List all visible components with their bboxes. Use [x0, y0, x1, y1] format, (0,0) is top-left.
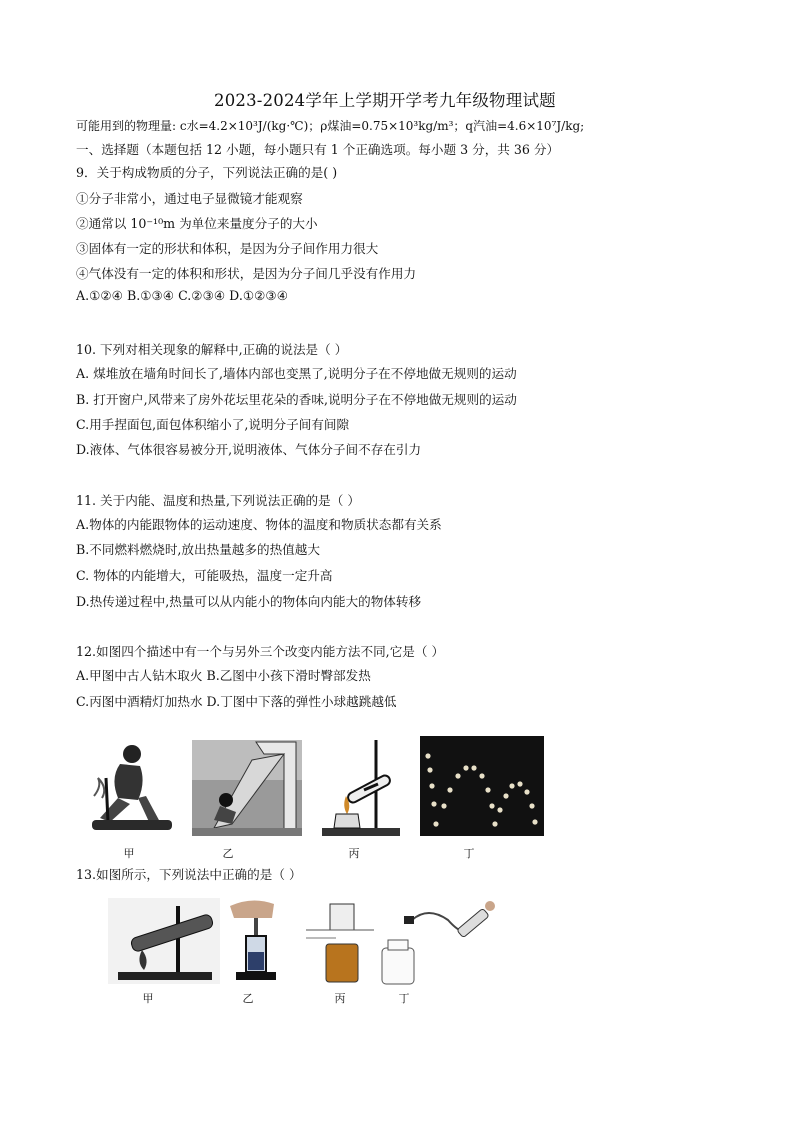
caption-bing: 丙 — [348, 847, 360, 860]
q9-stem: 9．关于构成物质的分子，下列说法正确的是( ) — [76, 165, 338, 180]
figure-jia-drilling-fire — [80, 738, 178, 838]
physical-constants: 可能用到的物理量: c水=4.2×10³J/(kg·℃)；ρ煤油=0.75×10³kg/m³；q汽油=4.6×10⁷J/kg; — [76, 119, 585, 133]
q11-stem: 11. 关于内能、温度和热量,下列说法正确的是（ ） — [76, 493, 360, 508]
figure-yi-slide — [192, 740, 302, 836]
caption-13-bing: 丙 — [334, 992, 346, 1005]
figure-yi-compression-cylinder — [222, 896, 292, 988]
q11-option-d: D.热传递过程中,热量可以从内能小的物体向内能大的物体转移 — [76, 594, 422, 609]
q10-option-b: B. 打开窗户,风带来了房外花坛里花朵的香味,说明分子在不停地做无规则的运动 — [76, 392, 517, 407]
caption-13-ding: 丁 — [398, 992, 410, 1005]
q9-item-2: ②通常以 10⁻¹⁰m 为单位来量度分子的大小 — [76, 216, 318, 231]
figure-ding-bottle-and-tube — [378, 898, 500, 986]
figure-ding-bouncing-ball — [420, 736, 544, 836]
caption-jia: 甲 — [123, 847, 135, 860]
q9-item-1: ①分子非常小，通过电子显微镜才能观察 — [76, 191, 303, 206]
page-title: 2023-2024学年上学期开学考九年级物理试题 — [214, 91, 556, 110]
q10-option-c: C.用手捏面包,面包体积缩小了,说明分子间有间隙 — [76, 417, 350, 432]
q13-stem: 13.如图所示，下列说法中正确的是（ ） — [76, 867, 302, 882]
q12-option-ab: A.甲图中古人钻木取火 B.乙图中小孩下滑时臀部发热 — [76, 668, 371, 683]
q11-option-c: C. 物体的内能增大，可能吸热，温度一定升高 — [76, 568, 333, 583]
q11-option-a: A.物体的内能跟物体的运动速度、物体的温度和物质状态都有关系 — [76, 517, 442, 532]
q9-item-4: ④气体没有一定的体积和形状，是因为分子间几乎没有作用力 — [76, 266, 417, 281]
figure-bing-gas-diffusion — [306, 896, 374, 986]
q9-options: A.①②④ B.①③④ C.②③④ D.①②③④ — [76, 288, 288, 303]
q9-item-3: ③固体有一定的形状和体积，是因为分子间作用力很大 — [76, 241, 379, 256]
section-heading: 一、选择题（本题包括 12 小题，每小题只有 1 个正确选项。每小题 3 分，共 36 分） — [76, 142, 560, 157]
caption-yi: 乙 — [222, 847, 234, 860]
figure-jia-heated-tube — [108, 898, 220, 984]
caption-ding: 丁 — [463, 847, 475, 860]
q12-stem: 12.如图四个描述中有一个与另外三个改变内能方法不同,它是（ ） — [76, 644, 445, 659]
q10-option-d: D.液体、气体很容易被分开,说明液体、气体分子间不存在引力 — [76, 442, 422, 457]
caption-13-jia: 甲 — [142, 992, 154, 1005]
q11-option-b: B.不同燃料燃烧时,放出热量越多的热值越大 — [76, 542, 320, 557]
q10-option-a: A. 煤堆放在墙角时间长了,墙体内部也变黑了,说明分子在不停地做无规则的运动 — [76, 366, 517, 381]
figure-bing-alcohol-lamp — [316, 736, 406, 840]
caption-13-yi: 乙 — [242, 992, 254, 1005]
q10-stem: 10. 下列对相关现象的解释中,正确的说法是（ ） — [76, 342, 348, 357]
q12-option-cd: C.丙图中酒精灯加热水 D.丁图中下落的弹性小球越跳越低 — [76, 694, 397, 709]
